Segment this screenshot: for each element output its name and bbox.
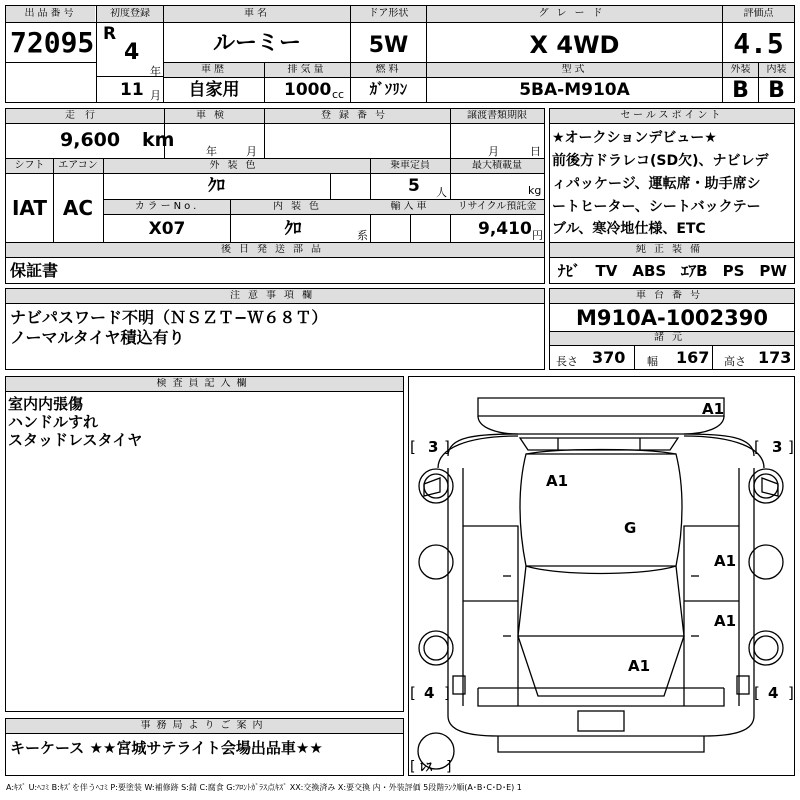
door-type: 5W bbox=[368, 33, 409, 58]
ac: AC bbox=[62, 196, 94, 220]
ext-grade: B bbox=[732, 78, 749, 103]
year-unit: 年 bbox=[150, 65, 161, 78]
spare-label: ﾚｽ bbox=[420, 760, 433, 774]
lot-label: 出品番号 bbox=[24, 8, 77, 19]
door-label: ドア形状 bbox=[368, 8, 409, 19]
tread-bracket: [ bbox=[410, 684, 416, 702]
int-label: 内装 bbox=[766, 64, 787, 75]
tread-rl: 4 bbox=[424, 684, 435, 702]
width-label: 幅 bbox=[647, 355, 658, 368]
height-label: 高さ bbox=[724, 355, 746, 368]
mileage-unit: km bbox=[142, 129, 175, 151]
selling-point-line: ートヒーター、シートバックテー bbox=[552, 199, 761, 215]
legend: A:ｷｽﾞ U:ﾍｺﾐ B:ｷｽﾞを伴うﾍｺﾐ P:要塗装 W:補修跡 S:錆 C:腐食 G:ﾌﾛﾝﾄｶﾞﾗｽ点ｷｽﾞ XX:交換済み X:要交換 内・外装評価 5段階ﾗﾝｸ順(A･B･C･D･E) 1 bbox=[6, 783, 522, 792]
length: 370 bbox=[592, 348, 626, 367]
dimensions-label: 諸元 bbox=[654, 332, 690, 343]
tread-bracket: [ bbox=[754, 438, 760, 456]
tread-bracket: ] bbox=[444, 438, 450, 456]
color-number: X07 bbox=[148, 219, 186, 239]
import-label: 輸入車 bbox=[390, 201, 430, 212]
width: 167 bbox=[676, 348, 710, 367]
tread-bracket: ] bbox=[788, 438, 794, 456]
tread-bracket: ] bbox=[788, 684, 794, 702]
first-reg-label: 初度登録 bbox=[110, 8, 150, 19]
interior-color: ｸﾛ bbox=[284, 219, 302, 239]
recycle-label: リサイクル預託金 bbox=[457, 201, 537, 212]
reg-year: 4 bbox=[124, 40, 140, 65]
equipment-value: ﾅﾋﾞ TV ABS ｴｱB PS PW bbox=[558, 262, 787, 280]
inspector-line: ハンドルすれ bbox=[8, 413, 99, 431]
capacity-unit: 人 bbox=[436, 186, 447, 199]
later-parts-label: 後日発送部品 bbox=[221, 244, 329, 255]
displacement-unit: cc bbox=[332, 88, 345, 101]
equipment-label: 純正装備 bbox=[636, 244, 708, 255]
selling-points-label: セールスポイント bbox=[620, 110, 724, 121]
notes-line: ノーマルタイヤ積込有り bbox=[10, 328, 185, 347]
car-diagram-drawing bbox=[408, 376, 795, 776]
lot-number: 72095 bbox=[10, 26, 95, 59]
office-label: 事務局よりご案内 bbox=[140, 720, 269, 731]
displacement-label: 排気量 bbox=[287, 64, 327, 75]
capacity: 5 bbox=[408, 176, 420, 196]
name-label: 車名 bbox=[244, 8, 270, 19]
damage-mark: A1 bbox=[546, 472, 569, 490]
mileage-label: 走行 bbox=[65, 110, 105, 121]
damage-mark: G bbox=[624, 519, 637, 537]
tread-bracket: ] bbox=[444, 684, 450, 702]
fuel: ｶﾞｿﾘﾝ bbox=[369, 80, 408, 98]
selling-point-line: ★オークションデビュー★ bbox=[552, 130, 717, 146]
tread-bracket: [ bbox=[754, 684, 760, 702]
recycle-fee: 9,410 bbox=[478, 219, 532, 239]
transfer-label: 譲渡書類期限 bbox=[467, 110, 527, 121]
mileage: 9,600 bbox=[60, 129, 121, 151]
tread-fl: 3 bbox=[428, 438, 439, 456]
inspection-label: 車検 bbox=[196, 110, 232, 121]
ext-label: 外装 bbox=[730, 64, 751, 75]
recycle-unit: 円 bbox=[532, 229, 543, 242]
car-name: ルーミー bbox=[212, 31, 301, 56]
selling-point-line: ブル、寒冷地仕様、ETC bbox=[552, 221, 706, 237]
length-label: 長さ bbox=[556, 355, 578, 368]
colorno-label: カラーNo. bbox=[134, 201, 200, 212]
inspector-line: 室内内張傷 bbox=[8, 395, 84, 413]
height: 173 bbox=[758, 348, 792, 367]
inspection-month-unit: 月 bbox=[246, 145, 257, 158]
model-label: 型式 bbox=[561, 64, 588, 75]
office-value: キーケース ★★宮城サテライト会場出品車★★ bbox=[10, 739, 323, 757]
notes-label: 注意事項欄 bbox=[230, 290, 320, 301]
selling-point-line: 前後方ドラレコ(SD欠)、ナビレデ bbox=[552, 153, 769, 169]
model: 5BA-M910A bbox=[519, 80, 630, 100]
interior-color-label: 内装色 bbox=[273, 201, 327, 212]
int-grade: B bbox=[768, 78, 785, 103]
tread-bracket: [ bbox=[410, 759, 416, 775]
fuel-label: 燃料 bbox=[375, 64, 402, 75]
history: 自家用 bbox=[188, 80, 240, 100]
later-parts-value: 保証書 bbox=[10, 261, 59, 280]
displacement: 1000 bbox=[284, 80, 332, 100]
capacity-label: 乗車定員 bbox=[390, 160, 430, 171]
inspector-line: スタッドレスタイヤ bbox=[8, 431, 143, 449]
damage-mark: A1 bbox=[714, 552, 737, 570]
selling-point-line: ィパッケージ、運転席・助手席シ bbox=[552, 176, 761, 192]
chassis-number: M910A-1002390 bbox=[576, 306, 768, 330]
damage-mark: A1 bbox=[714, 612, 737, 630]
transfer-month-unit: 月 bbox=[488, 145, 499, 158]
exterior-color: ｸﾛ bbox=[208, 176, 225, 196]
grade-label: グレード bbox=[538, 8, 611, 19]
tread-bracket: ] bbox=[446, 759, 452, 775]
plate-label: 登録番号 bbox=[321, 110, 393, 121]
damage-mark: A1 bbox=[702, 400, 725, 418]
color-label: 外装色 bbox=[209, 160, 264, 171]
chassis-label: 車台番号 bbox=[636, 290, 708, 301]
ac-label: エアコン bbox=[58, 160, 98, 171]
interior-color-unit: 系 bbox=[357, 229, 368, 242]
damage-mark: A1 bbox=[628, 657, 651, 675]
load-unit: kg bbox=[528, 184, 542, 197]
tread-rr: 4 bbox=[768, 684, 779, 702]
score: 4.5 bbox=[733, 27, 784, 60]
load-label: 最大積載量 bbox=[472, 160, 522, 171]
era: R bbox=[103, 24, 117, 44]
shift-label: シフト bbox=[14, 160, 45, 171]
reg-month: 11 bbox=[120, 80, 144, 100]
transfer-day-unit: 日 bbox=[530, 145, 541, 158]
history-label: 車歴 bbox=[201, 64, 227, 75]
tread-bracket: [ bbox=[410, 438, 416, 456]
inspection-year-unit: 年 bbox=[206, 145, 217, 158]
shift: IAT bbox=[11, 196, 47, 220]
notes-line: ナビパスワード不明（ＮＳＺＴ−Ｗ６８Ｔ） bbox=[10, 308, 328, 327]
tread-fr: 3 bbox=[772, 438, 783, 456]
score-label: 評価点 bbox=[743, 8, 774, 19]
grade: X 4WD bbox=[529, 31, 620, 59]
month-unit: 月 bbox=[150, 89, 161, 102]
inspector-label: 検査員記入欄 bbox=[156, 378, 253, 389]
